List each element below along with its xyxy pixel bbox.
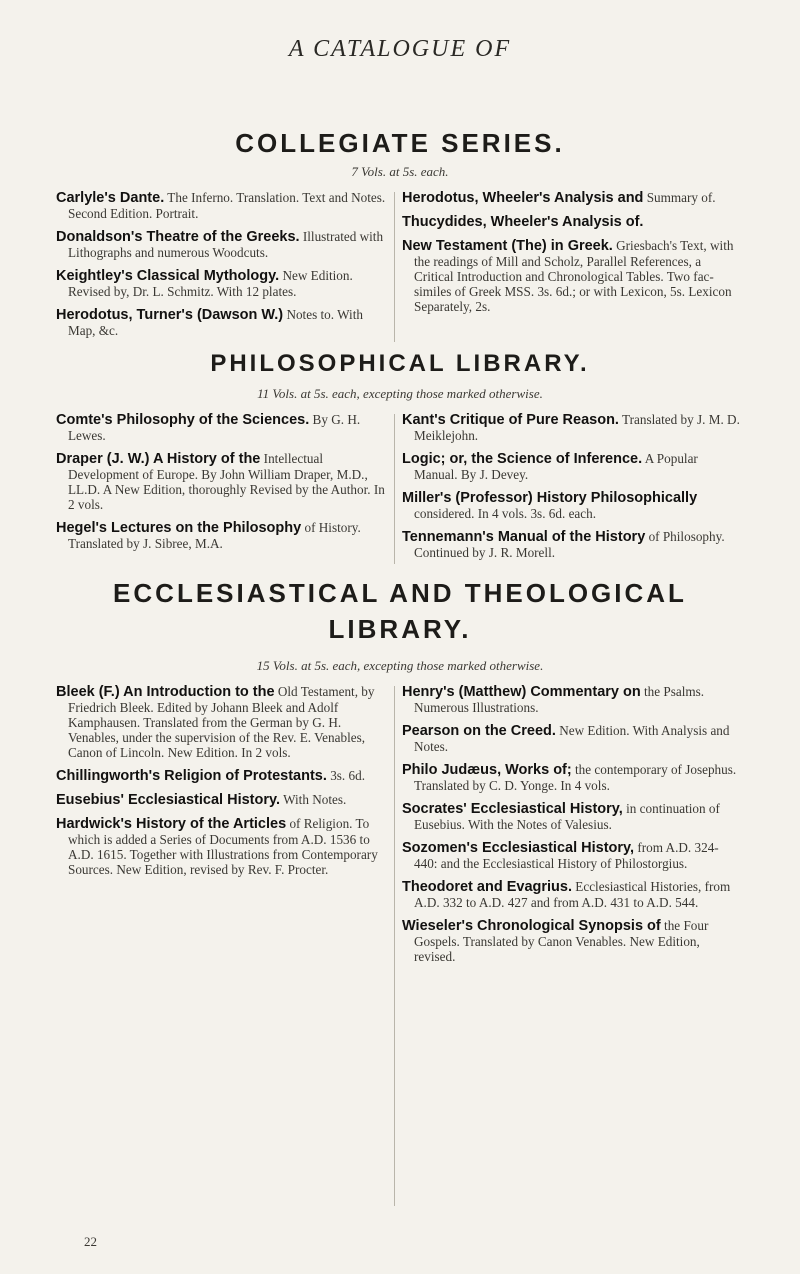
entry-title: Herodotus, Turner's (Dawson W.) — [56, 307, 284, 323]
entry-title: Tennemann's Manual of the History — [402, 529, 646, 545]
entry-title: Eusebius' Ecclesiastical History. — [56, 792, 281, 808]
catalogue-entry — [402, 412, 742, 443]
catalogue-entry — [402, 879, 742, 910]
entry-description: Summary of. — [646, 190, 716, 205]
column-divider — [394, 686, 395, 1206]
entry-description: the contemporary of Josephus. Translated by C. D. Yonge. In 4 vols. — [414, 762, 737, 793]
section-subtitle-philosophical: 11 Vols. at 5s. each, excepting those marked otherwise. — [257, 386, 543, 401]
entry-description: A Popular Manual. By J. Devey. — [414, 451, 698, 482]
ecclesiastical-right-column — [402, 684, 742, 972]
running-head: A CATALOGUE OF — [288, 36, 512, 62]
catalogue-entry — [402, 840, 742, 871]
entry-description: in continuation of Eusebius. With the Notes of Valesius. — [414, 801, 720, 832]
section-subtitle-collegiate: 7 Vols. at 5s. each. — [351, 164, 449, 179]
page-number: 22 — [84, 1234, 97, 1249]
entry-title: Draper (J. W.) A History of the — [56, 451, 261, 467]
entry-description: of History. Translated by J. Sibree, M.A. — [68, 520, 361, 551]
column-divider — [394, 414, 395, 564]
catalogue-entry — [56, 768, 386, 784]
catalogue-entry — [56, 451, 386, 512]
entry-title: Theodoret and Evagrius. — [402, 879, 572, 895]
section-title-ecclesiastical-line2: LIBRARY. — [328, 614, 472, 644]
catalogue-entry — [402, 762, 742, 793]
catalogue-entry — [402, 918, 742, 964]
catalogue-entry — [402, 238, 742, 314]
entry-description: Old Testament, by Friedrich Bleek. Edited by Johann Bleek and Adolf Kamphausen. Translated from the German by G. H. Venables, under the supervision of the Rev. E. Venables, Canon of Lincoln. New Edition. In 2 vols. — [68, 684, 375, 760]
catalogue-entry — [402, 723, 742, 754]
catalogue-entry — [56, 190, 386, 221]
entry-description: Griesbach's Text, with the readings of Mill and Scholz, Parallel References, a Critical Introduction and Chronological Tables. Two fac-similes of Greek MSS. 3s. 6d.; or with Lexicon, 5s. Lexicon Separately, 2s. — [414, 238, 734, 314]
entry-title: Comte's Philosophy of the Sciences. — [56, 412, 310, 428]
catalogue-entry — [56, 412, 386, 443]
catalogue-entry — [402, 529, 742, 560]
collegiate-right-column — [402, 190, 742, 322]
entry-title: Hegel's Lectures on the Philosophy — [56, 520, 302, 536]
catalogue-entry — [56, 229, 386, 260]
section-title-collegiate: COLLEGIATE SERIES. — [235, 128, 565, 158]
catalogue-entry — [56, 792, 386, 808]
entry-title: Henry's (Matthew) Commentary on — [402, 684, 641, 700]
section-subtitle-ecclesiastical: 15 Vols. at 5s. each, excepting those marked otherwise. — [256, 658, 544, 673]
entry-description: considered. In 4 vols. 3s. 6d. each. — [414, 506, 597, 521]
entry-title: Donaldson's Theatre of the Greeks. — [56, 229, 300, 245]
catalogue-entry — [56, 520, 386, 551]
entry-description: Notes to. With Map, &c. — [68, 307, 363, 338]
section-title-ecclesiastical: ECCLESIASTICAL AND THEOLOGICAL — [113, 578, 687, 608]
catalogue-entry — [56, 816, 386, 877]
entry-title: Hardwick's History of the Articles — [56, 816, 287, 832]
entry-title: Carlyle's Dante. — [56, 190, 165, 206]
entry-title: Sozomen's Ecclesiastical History, — [402, 840, 635, 856]
catalogue-entry — [402, 801, 742, 832]
entry-description: the Four Gospels. Translated by Canon Venables. New Edition, revised. — [414, 918, 709, 964]
philosophical-left-column — [56, 412, 386, 559]
catalogue-entry — [402, 214, 742, 230]
entry-title: Miller's (Professor) History Philosophically — [402, 490, 698, 506]
entry-description: Ecclesiastical Histories, from A.D. 332 to A.D. 427 and from A.D. 431 to A.D. 544. — [414, 879, 731, 910]
catalogue-entry — [56, 268, 386, 299]
entry-description: Illustrated with Lithographs and numerous Woodcuts. — [68, 229, 384, 260]
entry-title: Thucydides, Wheeler's Analysis of. — [402, 214, 644, 230]
entry-description: Intellectual Development of Europe. By John William Draper, M.D., LL.D. A New Edition, thoroughly Revised by the Author. In 2 vols. — [68, 451, 385, 512]
entry-title: Pearson on the Creed. — [402, 723, 556, 739]
entry-description: New Edition. With Analysis and Notes. — [414, 723, 730, 754]
entry-title: Philo Judæus, Works of; — [402, 762, 572, 778]
entry-title: Wieseler's Chronological Synopsis of — [402, 918, 661, 934]
entry-title: Keightley's Classical Mythology. — [56, 268, 280, 284]
ecclesiastical-left-column — [56, 684, 386, 885]
catalogue-entry — [402, 451, 742, 482]
entry-title: Chillingworth's Religion of Protestants. — [56, 768, 327, 784]
entry-description: The Inferno. Translation. Text and Notes. Second Edition. Portrait. — [68, 190, 386, 221]
entry-title: Herodotus, Wheeler's Analysis and — [402, 190, 644, 206]
entry-title: Bleek (F.) An Introduction to the — [56, 684, 275, 700]
entry-title: Kant's Critique of Pure Reason. — [402, 412, 619, 428]
column-divider — [394, 192, 395, 342]
philosophical-right-column — [402, 412, 742, 568]
catalogue-entry — [402, 684, 742, 715]
entry-title: Logic; or, the Science of Inference. — [402, 451, 643, 467]
entry-description: from A.D. 324-440: and the Ecclesiastical History of Philostorgius. — [414, 840, 719, 871]
catalogue-entry — [56, 307, 386, 338]
collegiate-left-column — [56, 190, 386, 346]
entry-title: Socrates' Ecclesiastical History, — [402, 801, 623, 817]
entry-description: Translated by J. M. D. Meiklejohn. — [414, 412, 740, 443]
entry-description: of Religion. To which is added a Series of Documents from A.D. 1536 to A.D. 1615. Together with Illustrations from Contemporary Sources. New Edition, revised by Rev. F. Procter. — [68, 816, 378, 877]
entry-description: 3s. 6d. — [330, 768, 366, 783]
catalogue-entry — [402, 190, 742, 206]
catalogue-entry — [56, 684, 386, 760]
entry-description: With Notes. — [283, 792, 347, 807]
section-title-philosophical: PHILOSOPHICAL LIBRARY. — [210, 350, 590, 377]
entry-description: By G. H. Lewes. — [68, 412, 361, 443]
entry-description: the Psalms. Numerous Illustrations. — [414, 684, 705, 715]
entry-title: New Testament (The) in Greek. — [402, 238, 613, 254]
entry-description: New Edition. Revised by, Dr. L. Schmitz. With 12 plates. — [68, 268, 353, 299]
entry-description: of Philosophy. Continued by J. R. Morell. — [414, 529, 725, 560]
catalogue-entry — [402, 490, 742, 521]
